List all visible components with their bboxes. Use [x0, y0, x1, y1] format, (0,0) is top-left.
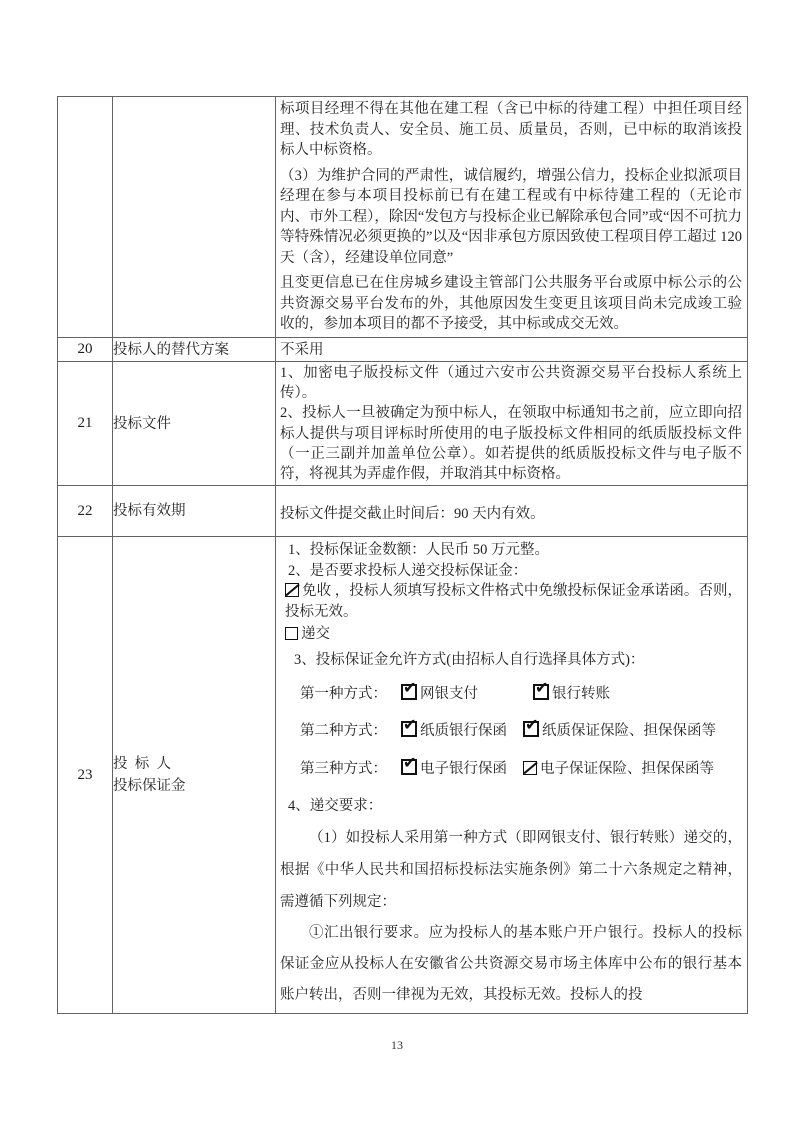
checkbox-zhizhi-baozheng-baoxian[interactable] — [523, 721, 539, 737]
paragraph-text: 且变更信息已在住房城乡建设主管部门公共服务平台或原中标公示的公共资源交易平台发布的外，其他原因发生变更且该项目尚未完成竣工验收的，参加本项目的都不予接受，其中标或成交无效。 — [280, 275, 742, 332]
paragraph-text: 第三种方式： — [300, 761, 387, 777]
row-label-line: 投标保证金 — [113, 778, 186, 794]
checkbox-dijiao[interactable] — [285, 627, 298, 640]
paragraph — [280, 918, 742, 1011]
row-content — [276, 97, 747, 337]
row-label-cell — [113, 362, 276, 486]
row-number-cell — [58, 486, 113, 537]
paragraph-text: 标项目经理不得在其他在建工程（含已中标的待建工程）中担任项目经理、技术负责人、安全员、施工员、质量员，否则，已中标的取消该投标人中标资格。 — [280, 101, 742, 158]
paragraph — [280, 99, 742, 161]
paragraph — [280, 684, 742, 705]
paragraph-text: 银行转账 — [552, 686, 610, 702]
row-content — [276, 498, 747, 525]
paragraph-text: 免收 ，投标人须填写投标文件格式中免缴投标保证金承诺函。否则，投标无效。 — [285, 583, 742, 620]
paragraph-text: 纸质保证保险、担保保函等 — [542, 722, 716, 739]
spec-table — [57, 96, 748, 1014]
paragraph-text: 不采用 — [280, 342, 324, 359]
row-content-cell — [276, 362, 748, 486]
row-number-cell — [58, 362, 113, 486]
paragraph-text: ①汇出银行要求。应为投标人的基本账户开户银行。投标人的投标保证金应从投标人在安徽省公共资源交易市场主体库中公布的银行基本账户转出，否则一律视为无效，其投标无效。投标人的投 — [280, 925, 742, 1003]
paragraph-text: 3、投标保证金允许方式(由招标人自行选择具体方式)： — [294, 651, 645, 668]
row-content-cell — [276, 97, 748, 338]
paragraph-text: 4、递交要求： — [288, 797, 383, 814]
paragraph-text: 网银支付 — [420, 686, 478, 702]
paragraph — [280, 403, 742, 484]
checkbox-wangyin-zhifu[interactable] — [401, 684, 417, 700]
paragraph — [280, 340, 742, 361]
row-number: 20 — [77, 341, 93, 357]
row-content-cell — [276, 338, 748, 362]
paragraph — [280, 363, 742, 403]
row-label-line: 投 标 人 — [113, 756, 171, 772]
row-content — [276, 338, 747, 361]
row-label: 投标有效期 — [113, 503, 186, 519]
paragraph-text: 第二种方式： — [300, 722, 387, 739]
table-row — [58, 486, 748, 537]
row-content-cell — [276, 486, 748, 537]
paragraph — [280, 561, 742, 582]
paragraph-text: （3）为维护合同的严肃性，诚信履约，增强公信力，投标企业拟派项目经理在参与本项目投标前已有在建工程或有中标待建工程的（无论市内、市外工程），除因“发包方与投标企业已解除承包合同”或“因不可抗力等特殊情况必须更换的”以及“因非承包方原因致使工程项目停工超过 120 天（含），经建设单位同意” — [280, 167, 742, 266]
paragraph — [280, 504, 742, 525]
paragraph-text: 纸质银行保函 — [420, 722, 507, 739]
row-number: 21 — [77, 415, 93, 431]
row-label: 投标文件 — [113, 415, 171, 432]
paragraph-text: 2、投标人一旦被确定为预中标人，在领取中标通知书之前，应立即向招标人提供与项目评标时所使用的电子版投标文件相同的纸质版投标文件（一正三副并加盖单位公章）。如若提供的纸质版投标文件与电子版不符，将视其为弄虚作假，并取消其中标资格。 — [280, 405, 742, 483]
spec-table-body — [58, 97, 748, 1014]
checkbox-mianshou[interactable] — [285, 583, 299, 597]
checkbox-zhizhi-yinhang-baohan[interactable] — [401, 721, 417, 737]
table-row — [58, 537, 748, 1014]
table-row — [58, 97, 748, 338]
checkbox-dianzi-yinhang-baohan[interactable] — [401, 759, 417, 775]
paragraph — [280, 166, 742, 269]
row-label-cell — [113, 338, 276, 362]
paragraph-text: 电子保证保险、担保保函等 — [540, 761, 714, 777]
row-number-cell — [58, 537, 113, 1014]
row-number: 23 — [77, 766, 93, 783]
row-number-cell — [58, 338, 113, 362]
paragraph — [280, 540, 742, 561]
row-number: 22 — [77, 502, 93, 519]
paragraph-text: 2、是否要求投标人递交投标保证金： — [288, 562, 528, 579]
paragraph-text: 1、投标保证金数额：人民币 50 万元整。 — [288, 542, 549, 558]
row-content — [276, 537, 747, 1013]
paragraph — [280, 759, 742, 780]
row-content — [276, 362, 747, 485]
row-content-cell — [276, 537, 748, 1014]
paragraph — [280, 796, 742, 817]
paragraph-text: 1、加密电子版投标文件（通过六安市公共资源交易平台投标人系统上传）。 — [280, 365, 742, 402]
row-label-cell — [113, 97, 276, 338]
table-row — [58, 338, 748, 362]
table-row — [58, 362, 748, 486]
row-label: 投标人的替代方案 — [113, 341, 229, 358]
paragraph-text: 递交 — [301, 626, 330, 642]
paragraph — [280, 581, 742, 622]
paragraph-text: 电子银行保函 — [420, 761, 507, 777]
row-number-cell — [58, 97, 113, 338]
row-label-cell — [113, 537, 276, 1014]
paragraph-text: （1）如投标人采用第一种方式（即网银支付、银行转账）递交的，根据《中华人民共和国招标投标法实施条例》第二十六条规定之精神，需遵循下列规定： — [280, 830, 742, 910]
paragraph — [280, 273, 742, 335]
paragraph — [280, 822, 742, 918]
page-number: 13 — [391, 1038, 403, 1052]
paragraph — [280, 624, 742, 645]
paragraph-text: 投标文件提交截止时间后：90 天内有效。 — [280, 505, 545, 522]
checkbox-yinhang-zhuanzhang[interactable] — [533, 684, 549, 700]
paragraph-text: 第一种方式： — [300, 686, 387, 702]
row-label-cell — [113, 486, 276, 537]
checkbox-dianzi-baozheng-baoxian[interactable] — [523, 761, 537, 775]
paragraph — [280, 650, 742, 671]
paragraph — [280, 721, 742, 742]
